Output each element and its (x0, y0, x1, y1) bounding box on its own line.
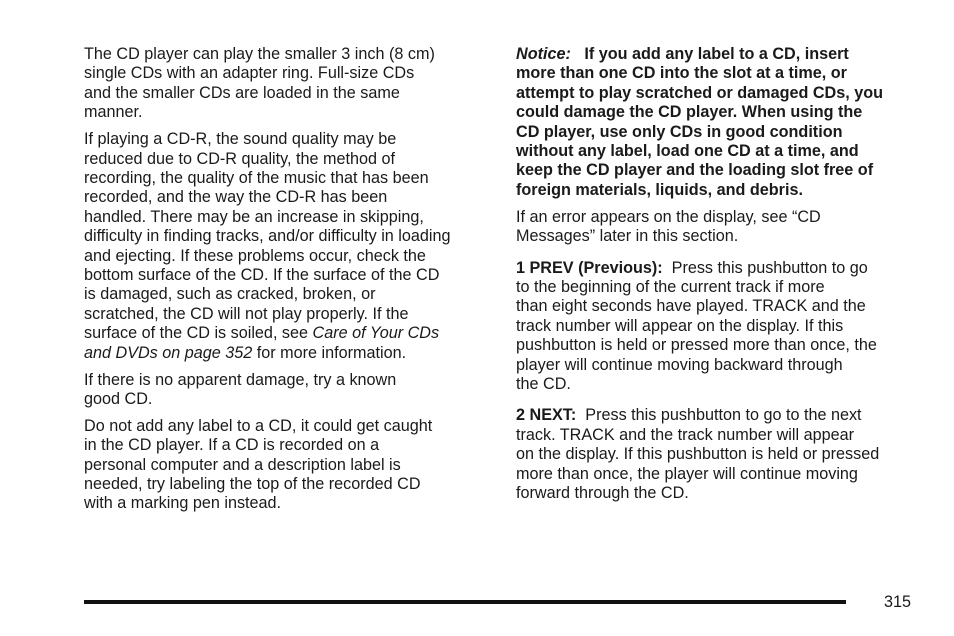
text-line: with a marking pen instead. (84, 494, 282, 513)
next-button-paragraph (516, 406, 926, 503)
text-line: forward through the CD. (516, 484, 689, 503)
text-line: bottom surface of the CD. If the surface of the CD (84, 265, 440, 284)
text-line: reduced due to CD-R quality, the method of (84, 149, 396, 168)
text-fragment: Press this pushbutton to go to the next (585, 406, 862, 425)
text-line: If an error appears on the display, see “CD (516, 207, 821, 226)
label-warning-paragraph (84, 417, 492, 514)
text-line: more than once, the player will continue moving (516, 464, 858, 483)
text-line: single CDs with an adapter ring. Full-size CDs (84, 64, 415, 83)
text-fragment: surface of the CD is soiled, see (84, 324, 313, 343)
text-line: player will continue moving backward through (516, 355, 843, 374)
text-line: to the beginning of the current track if more (516, 277, 825, 296)
text-line (84, 324, 492, 343)
text-line: recorded, and the way the CD-R has been (84, 188, 388, 207)
text-line: Messages” later in this section. (516, 227, 739, 246)
text-line: manner. (84, 103, 143, 122)
text-fragment: for more information. (252, 343, 407, 362)
text-line: and ejecting. If these problems occur, check the (84, 246, 426, 265)
text-line: track number will appear on the display. If this (516, 316, 844, 335)
text-line: difficulty in finding tracks, and/or difficulty in loading (84, 227, 451, 246)
text-line: If there is no apparent damage, try a known (84, 370, 397, 389)
text-line: Do not add any label to a CD, it could get caught (84, 416, 433, 435)
text-line: is damaged, such as cracked, broken, or (84, 285, 376, 304)
notice-label: Notice: (516, 45, 571, 63)
page-number: 315 (884, 593, 912, 611)
text-line (516, 406, 926, 425)
notice-text: keep the CD player and the loading slot free of (516, 161, 874, 180)
right-column (516, 45, 926, 511)
notice-text: attempt to play scratched or damaged CDs, you (516, 83, 884, 102)
text-fragment: Press this pushbutton to go (671, 258, 868, 277)
text-line: handled. There may be an increase in skipping, (84, 207, 424, 226)
text-line: pushbutton is held or pressed more than once, the (516, 336, 877, 355)
known-good-cd-paragraph (84, 371, 492, 410)
text-line: recording, the quality of the music that has been (84, 168, 429, 187)
footer-rule (84, 600, 846, 604)
left-column (84, 45, 492, 521)
notice-text: foreign materials, liquids, and debris. (516, 180, 803, 199)
cd-r-paragraph (84, 130, 492, 363)
text-line: on the display. If this pushbutton is held or pressed (516, 445, 880, 464)
prev-button-paragraph (516, 259, 926, 395)
text-line (516, 259, 926, 278)
text-line: scratched, the CD will not play properly. If the (84, 304, 409, 323)
notice-paragraph (516, 45, 926, 200)
text-line: track. TRACK and the track number will appear (516, 425, 854, 444)
text-line: good CD. (84, 389, 153, 408)
notice-text: CD player, use only CDs in good condition (516, 122, 843, 141)
error-paragraph (516, 208, 926, 247)
text-line: needed, try labeling the top of the recorded CD (84, 475, 421, 494)
prev-button-label: 1 PREV (Previous): (516, 258, 663, 277)
notice-text: could damage the CD player. When using the (516, 103, 863, 122)
text-line: The CD player can play the smaller 3 inch (8 cm) (84, 45, 435, 63)
notice-text: without any label, load one CD at a time, and (516, 142, 859, 161)
text-line: If playing a CD-R, the sound quality may be (84, 130, 397, 149)
text-line: the CD. (516, 375, 571, 393)
text-line: than eight seconds have played. TRACK and the (516, 297, 866, 316)
text-line (84, 344, 492, 363)
cd-size-paragraph (84, 45, 492, 123)
notice-text: If you add any label to a CD, insert (584, 45, 849, 63)
text-line (516, 45, 926, 64)
notice-text: more than one CD into the slot at a time, or (516, 64, 847, 83)
next-button-label: 2 NEXT: (516, 406, 577, 425)
cross-reference-link: and DVDs on page 352 (84, 343, 253, 362)
text-line: in the CD player. If a CD is recorded on a (84, 436, 380, 455)
text-line: and the smaller CDs are loaded in the same (84, 83, 400, 102)
text-line: personal computer and a description label is (84, 455, 401, 474)
cross-reference-link: Care of Your CDs (312, 324, 440, 343)
